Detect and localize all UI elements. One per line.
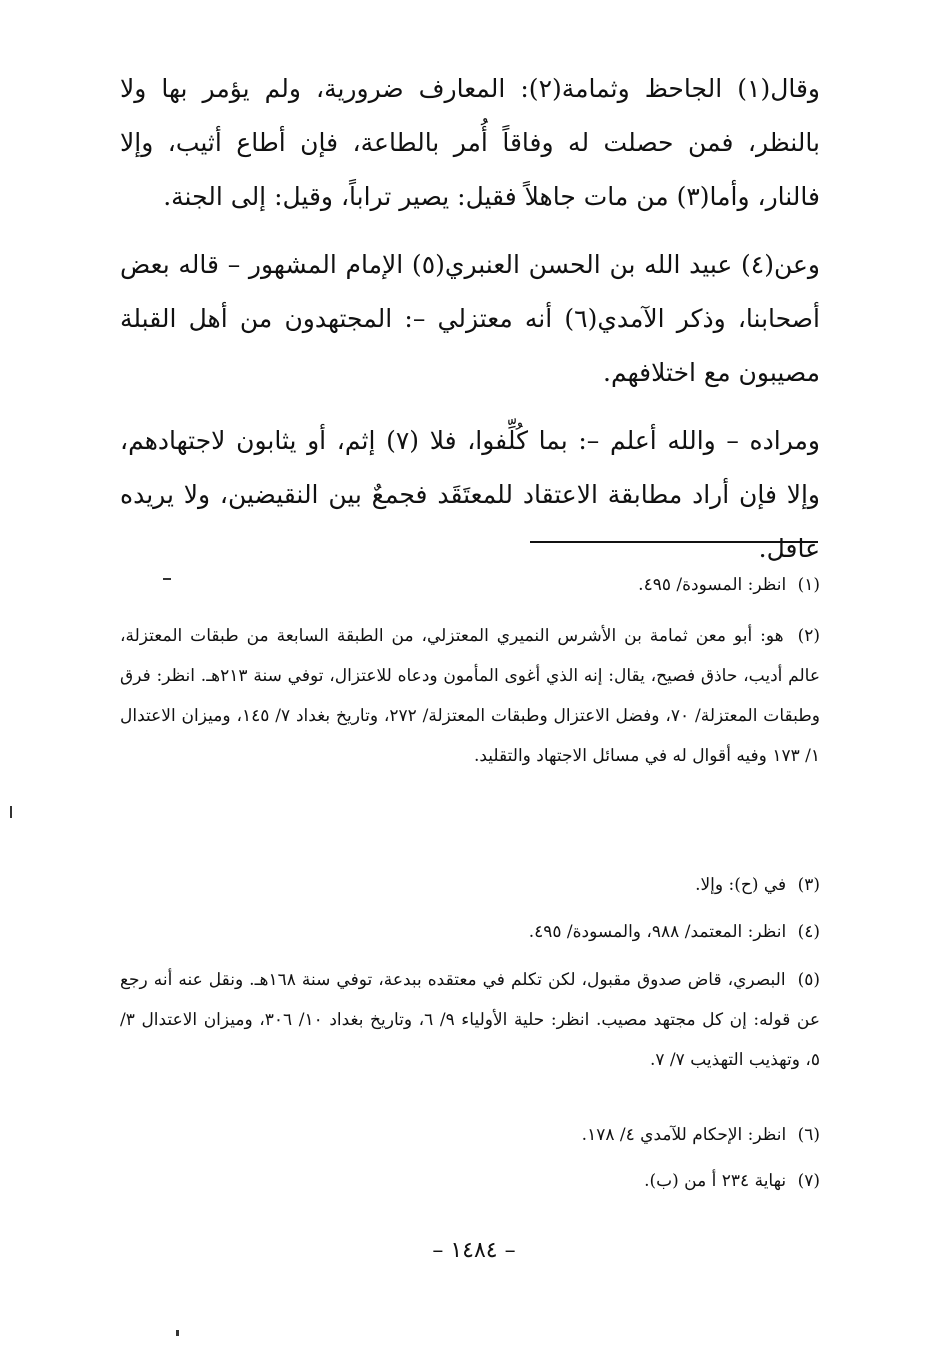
footnote-number: (٢) (797, 626, 820, 646)
footnote-text: في (ح): وإلا. (695, 875, 787, 895)
footnote-text: هو: أبو معن ثمامة بن الأشرس النميري المعتزلي، من الطبقة السابعة من طبقات المعتزلة، عالم أديب، حاذق فصيح، يقال: إنه الذي أغوى المأمون ودعاه للاعتزال، توفي سنة ٢١٣هـ. انظر: فرق وطبقات المعتزلة/ ٧٠، وفضل الاعتزال وطبقات المعتزلة/ ٢٧٢، وتاريخ بغداد ٧/ ١٤٥، وميزان الاعتدال ١/ ١٧٣ وفيه أقوال له في مسائل الاجتهاد والتقليد. (120, 626, 820, 766)
footnote-number: (٤) (797, 922, 820, 942)
main-paragraph-3 (120, 414, 820, 576)
main-paragraph-2 (120, 238, 820, 400)
footnote-2 (120, 616, 820, 776)
footnote-5 (120, 960, 820, 1080)
footnote-1 (120, 574, 820, 596)
scan-speck (163, 578, 171, 580)
footnote-number: (٦) (797, 1125, 820, 1145)
page-number: – ١٤٨٤ – (432, 1238, 516, 1263)
footnote-text: البصري، قاض صدوق مقبول، لكن تكلم في معتقده ببدعة، توفي سنة ١٦٨هـ. ونقل عنه أنه رجع عن قوله: إن كل مجتهد مصيب. انظر: حلية الأولياء ٩/ ٦، وتاريخ بغداد ١٠/ ٣٠٦، وميزان الاعتدال ٣/ ٥، وتهذيب التهذيب ٧/ ٧. (120, 970, 821, 1070)
footnote-text: انظر: المسودة/ ٤٩٥. (638, 575, 787, 595)
footnote-text: انظر: الإحكام للآمدي ٤/ ١٧٨. (581, 1125, 787, 1145)
footnote-divider (530, 541, 818, 543)
scan-speck (10, 806, 12, 818)
main-paragraph-1 (120, 62, 820, 224)
paragraph-text: وقال(١) الجاحظ وثمامة(٢): المعارف ضرورية، ولم يؤمر بها ولا بالنظر، فمن حصلت له وفاقاً أُمر بالطاعة، فإن أطاع أثيب، وإلا فالنار، وأما(٣) من مات جاهلاً فقيل: يصير تراباً، وقيل: إلى الجنة. (120, 74, 820, 211)
footnote-4 (120, 921, 820, 943)
paragraph-text: وعن(٤) عبيد الله بن الحسن العنبري(٥) الإمام المشهور – قاله بعض أصحابنا، وذكر الآمدي(٦) أنه معتزلي –: المجتهدون من أهل القبلة مصيبون مع اختلافهم. (120, 250, 820, 387)
footnote-text: نهاية ٢٣٤ أ من (ب). (644, 1171, 787, 1191)
footnote-6 (120, 1124, 820, 1146)
scan-speck (176, 1330, 179, 1336)
footnote-number: (٣) (797, 875, 820, 895)
footnote-number: (٥) (797, 970, 820, 990)
footnote-3 (120, 874, 820, 896)
footnote-text: انظر: المعتمد/ ٩٨٨، والمسودة/ ٤٩٥. (528, 922, 787, 942)
paragraph-text: ومراده – والله أعلم –: بما كُلِّفوا، فلا (٧) إثم، أو يثابون لاجتهادهم، وإلا فإن أراد مطابقة الاعتقاد للمعتَقَد فجمعٌ بين النقيضين، ولا يريده عاقل. (120, 426, 820, 563)
footnote-number: (١) (797, 575, 820, 595)
footnote-number: (٧) (797, 1171, 820, 1191)
footnote-7 (120, 1170, 820, 1192)
